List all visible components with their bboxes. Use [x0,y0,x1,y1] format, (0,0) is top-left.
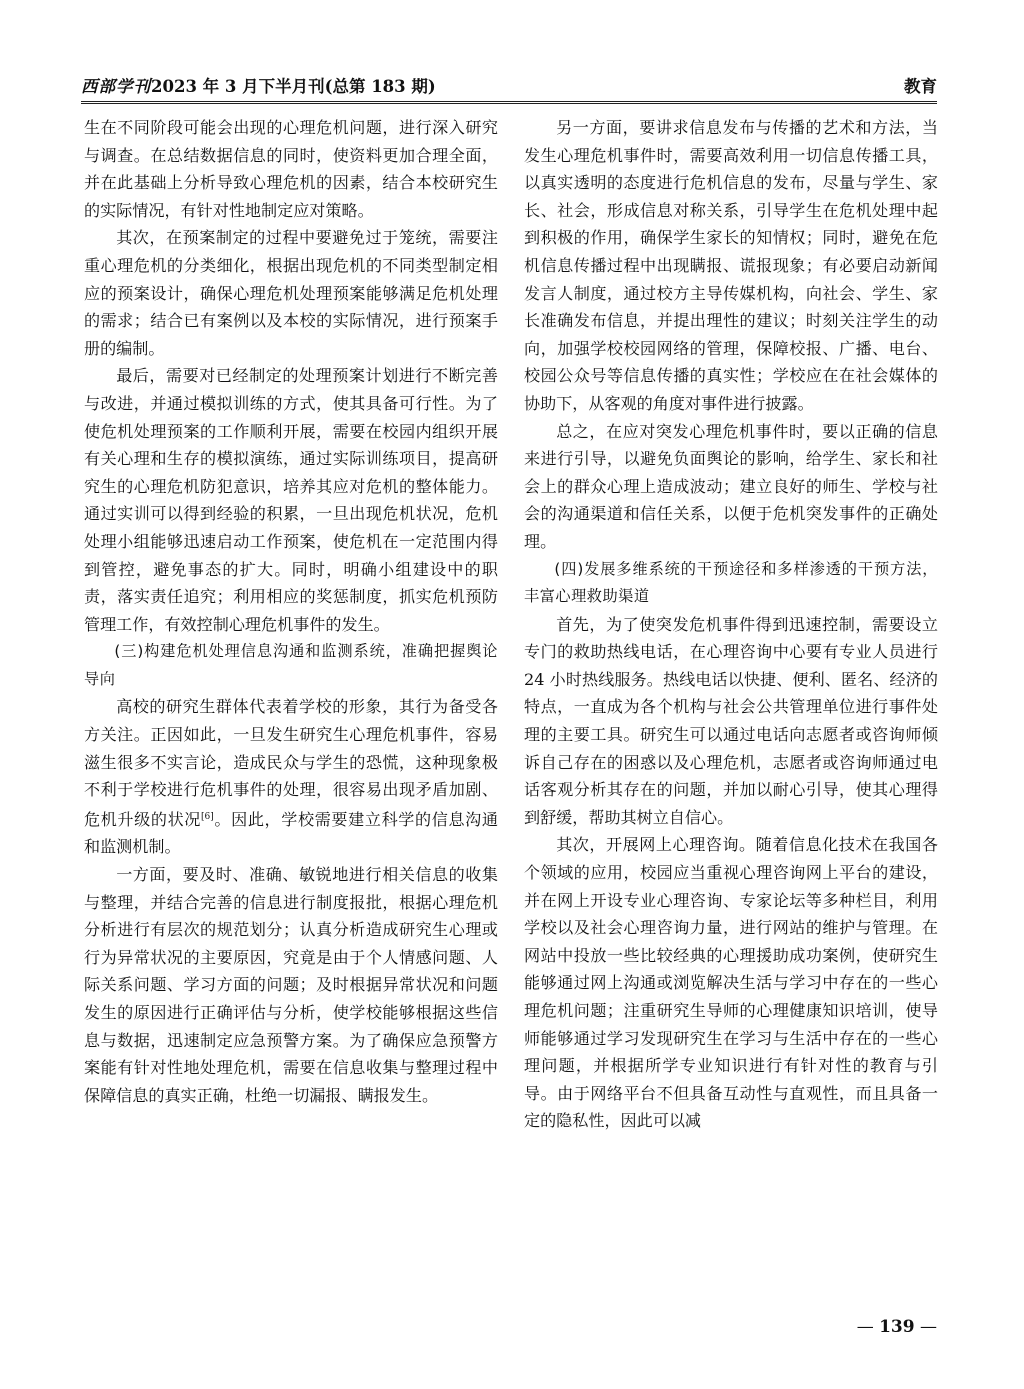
section-heading-4: (四)发展多维系统的干预途径和多样渗透的干预方法，丰富心理救助渠道 [524,559,938,606]
section-heading-3: (三)构建危机处理信息沟通和监测系统，准确把握舆论导向 [84,642,498,688]
paragraph: 最后，需要对已经制定的处理预案计划进行不断完善与改进，并通过模拟训练的方式，使其具备可行性。为了使危机处理预案的工作顺利开展，需要在校园内组织开展有关心理和生存的模拟演练，通过实际训练项目，提高研究生的心理危机防犯意识，培养其应对危机的整体能力。通过实训可以得到经验的积累，一旦出现危机状况，危机处理小组能够迅速启动工作预案，使危机在一定范围内得到管控，避免事态的扩大。同时，明确小组建设中的职责，落实责任追究；利用相应的奖惩制度，抓实危机预防管理工作，有效控制心理危机事件的发生。 [84,366,498,634]
paragraph: 一方面，要及时、准确、敏锐地进行相关信息的收集与整理，并结合完善的信息进行制度报批，根据心理危机分析进行有层次的规范划分；认真分析造成研究生心理或行为异常状况的主要原因，究竟是由于个人情感问题、人际关系问题、学习方面的问题；及时根据异常状况和问题发生的原因进行正确评估与分析，使学校能够根据这些信息与数据，迅速制定应急预警方案。为了确保应急预警方案能有针对性地处理危机，需要在信息收集与整理过程中保障信息的真实正确，杜绝一切漏报、瞒报发生。 [84,865,498,1105]
right-column [524,114,938,1135]
paragraph: 其次，在预案制定的过程中要避免过于笼统，需要注重心理危机的分类细化，根据出现危机的不同类型制定相应的预案设计，确保心理危机处理预案能够满足危机处理的需求；结合已有案例以及本校的实际情况，进行预案手册的编制。 [84,228,498,358]
paragraph-continued: 生在不同阶段可能会出现的心理危机问题，进行深入研究与调查。在总结数据信息的同时，使资料更加合理全面，并在此基础上分析导致心理危机的因素，结合本校研究生的实际情况，有针对性地制定应对策略。 [84,118,498,220]
page-number: 139 [879,1317,915,1337]
paragraph-text: 。因此，学校需要建立科学的信息沟通和监测机制。 [84,809,498,857]
citation-ref: [6] [201,811,214,822]
paragraph [84,693,498,861]
section-label: 教育 [904,77,937,96]
issue-info: 2023 年 3 月下半月刊(总第 183 期) [151,77,436,96]
page-footer: — 139 — [856,1317,937,1337]
running-header [81,71,937,97]
paragraph: 总之，在应对突发心理危机事件时，要以正确的信息来进行引导，以避免负面舆论的影响，给学生、家长和社会上的群众心理上造成波动；建立良好的师生、学校与社会的沟通渠道和信任关系，以便于危机突发事件的正确处理。 [524,421,938,551]
paragraph-text: 高校的研究生群体代表着学校的形象，其行为备受各方关注。正因如此，一旦发生研究生心理危机事件，容易滋生很多不实言论，造成民众与学生的恐慌，这种现象极不利于学校进行危机事件的处理，很容易出现矛盾加剧、危机升级的状况 [84,697,498,829]
header-journal [81,73,436,97]
header-divider [81,101,937,104]
left-column [84,114,498,1109]
paragraph: 首先，为了使突发危机事件得到迅速控制，需要设立专门的救助热线电话，在心理咨询中心要有专业人员进行 24 小时热线服务。热线电话以快捷、便利、匿名、经济的特点，一直成为各个机构与社会公共管理单位进行事件处理的主要工具。研究生可以通过电话向志愿者或咨询师倾诉自己存在的困惑以及心理危机，志愿者或咨询师通过电话客观分析其存在的问题，并加以耐心引导，使其心理得到舒缓，帮助其树立自信心。 [524,614,938,827]
paragraph: 其次，开展网上心理咨询。随着信息化技术在我国各个领域的应用，校园应当重视心理咨询网上平台的建设，并在网上开设专业心理咨询、专家论坛等多种栏目，利用学校以及社会心理咨询力量，进行网站的维护与管理。在网站中投放一些比较经典的心理援助成功案例，使研究生能够通过网上沟通或浏览解决生活与学习中存在的一些心理危机问题；注重研究生导师的心理健康知识培训，使导师能够通过学习发现研究生在学习与生活中存在的一些心理问题，并根据所学专业知识进行有针对性的教育与引导。由于网络平台不但具备互动性与直观性，而且具备一定的隐私性，因此可以减 [524,835,938,1131]
paragraph: 另一方面，要讲求信息发布与传播的艺术和方法，当发生心理危机事件时，需要高效利用一切信息传播工具，以真实透明的态度进行危机信息的发布，尽量与学生、家长、社会，形成信息对称关系，引导学生在危机处理中起到积极的作用，确保学生家长的知情权；同时，避免在危机信息传播过程中出现瞒报、谎报现象；有必要启动新闻发言人制度，通过校方主导传媒机构，向社会、学生、家长准确发布信息，并提出理性的建议；时刻关注学生的动向，加强学校校园网络的管理，保障校报、广播、电台、校园公众号等信息传播的真实性；学校应在在社会媒体的协助下，从客观的角度对事件进行披露。 [524,118,938,413]
journal-logo: 西部学刊 [81,77,151,96]
